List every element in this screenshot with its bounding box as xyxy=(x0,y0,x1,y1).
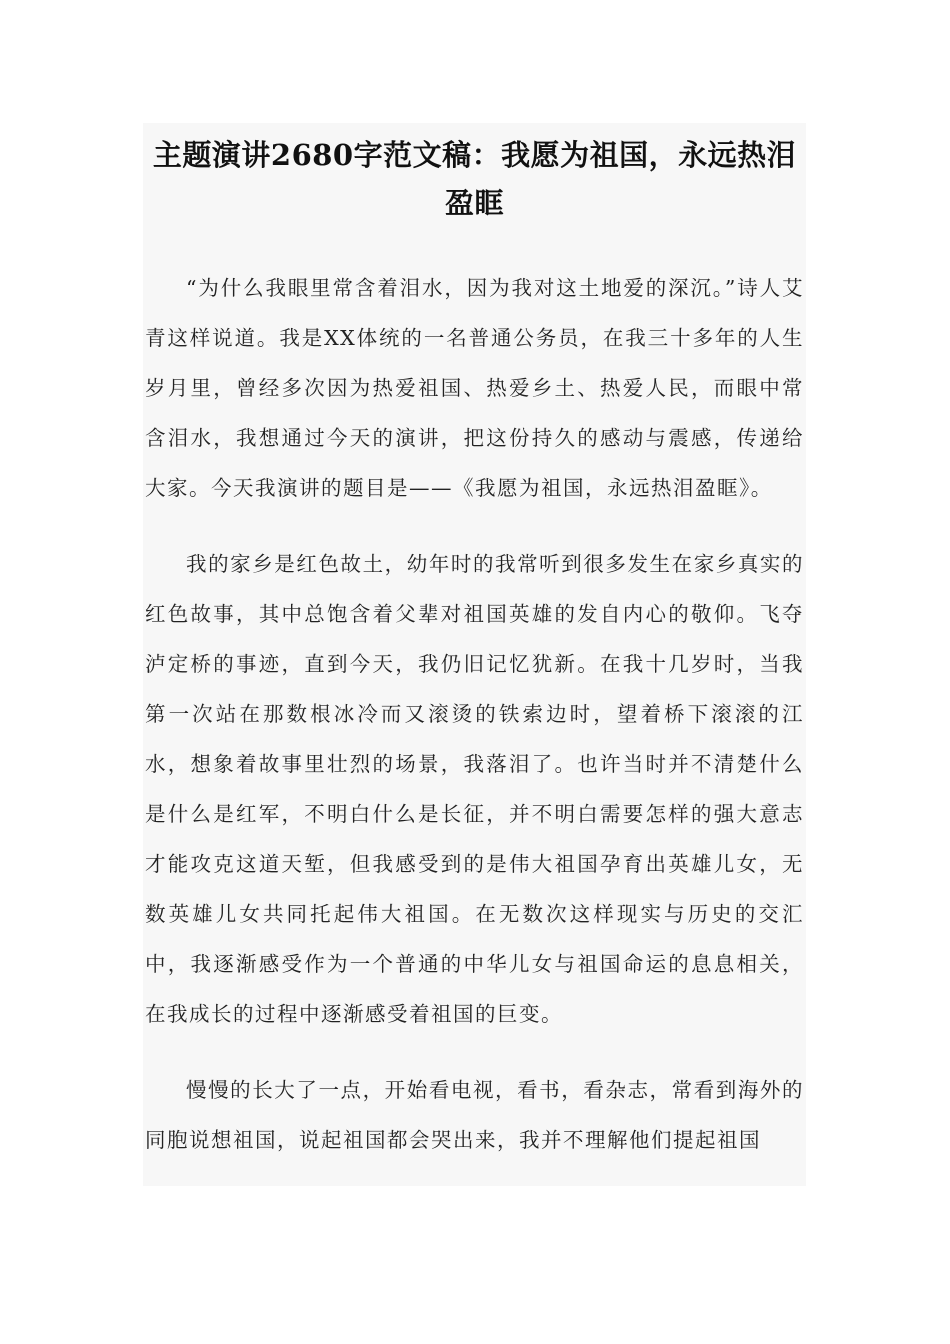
paragraph-2: 我的家乡是红色故土，幼年时的我常听到很多发生在家乡真实的红色故事，其中总饱含着父辈对祖国英雄的发自内心的敬仰。飞夺泸定桥的事迹，直到今天，我仍旧记忆犹新。在我十几岁时，当我第一次站在那数根冰冷而又滚烫的铁索边时，望着桥下滚滚的江水，想象着故事里壮烈的场景，我落泪了。也许当时并不清楚什么是什么是红军，不明白什么是长征，并不明白需要怎样的强大意志才能攻克这道天堑，但我感受到的是伟大祖国孕育出英雄儿女，无数英雄儿女共同托起伟大祖国。在无数次这样现实与历史的交汇中，我逐渐感受作为一个普通的中华儿女与祖国命运的息息相关，在我成长的过程中逐渐感受着祖国的巨变。 xyxy=(145,552,804,1026)
document-title: 主题演讲2680字范文稿：我愿为祖国，永远热泪盈眶 xyxy=(152,138,797,220)
paragraph-3: 慢慢的长大了一点，开始看电视，看书，看杂志，常看到海外的同胞说想祖国，说起祖国都会哭出来，我并不理解他们提起祖国 xyxy=(145,1078,804,1152)
document-body xyxy=(143,263,806,1165)
paragraph-1: “为什么我眼里常含着泪水，因为我对这土地爱的深沉。”诗人艾青这样说道。我是XX体统的一名普通公务员，在我三十多年的人生岁月里，曾经多次因为热爱祖国、热爱乡土、热爱人民，而眼中常含泪水，我想通过今天的演讲，把这份持久的感动与震感，传递给大家。今天我演讲的题目是——《我愿为祖国，永远热泪盈眶》。 xyxy=(145,276,804,500)
document-page xyxy=(143,123,806,1186)
